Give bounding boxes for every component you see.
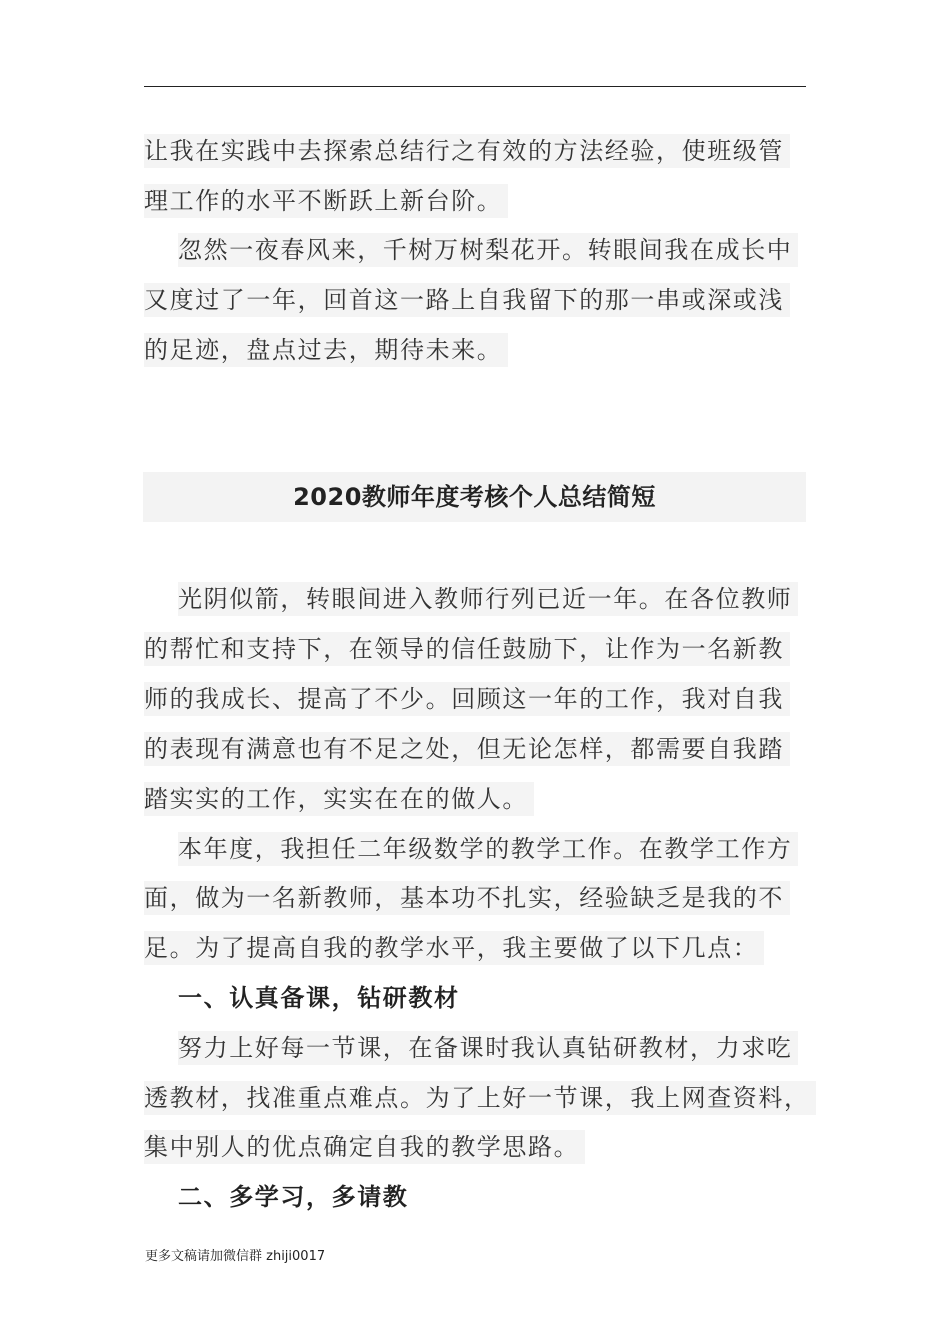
intro-line: 又度过了一年，回首这一路上自我留下的那一串或深或浅: [144, 283, 790, 317]
document-title: 2020教师年度考核个人总结简短: [293, 483, 656, 511]
paragraph-line: 面，做为一名新教师，基本功不扎实，经验缺乏是我的不: [144, 881, 790, 915]
intro-line: 让我在实践中去探索总结行之有效的方法经验，使班级管: [144, 134, 790, 168]
paragraph-line: 透教材，找准重点难点。为了上好一节课，我上网查资料，: [144, 1081, 816, 1115]
paragraph-line: 光阴似箭，转眼间进入教师行列已近一年。在各位教师: [178, 582, 798, 616]
section-heading: 二、多学习，多请教: [178, 1183, 409, 1211]
paragraph-line: 的表现有满意也有不足之处，但无论怎样，都需要自我踏: [144, 732, 790, 766]
paragraph-line: 足。为了提高自我的教学水平，我主要做了以下几点：: [144, 931, 764, 965]
intro-line: 忽然一夜春风来，千树万树梨花开。转眼间我在成长中: [178, 233, 798, 267]
intro-line: 的足迹，盘点过去，期待未来。: [144, 333, 508, 367]
paragraph-line: 踏实实的工作，实实在在的做人。: [144, 782, 534, 816]
paragraph-line: 努力上好每一节课，在备课时我认真钻研教材，力求吃: [178, 1031, 798, 1065]
paragraph-line: 的帮忙和支持下，在领导的信任鼓励下，让作为一名新教: [144, 632, 790, 666]
paragraph-line: 本年度，我担任二年级数学的教学工作。在教学工作方: [178, 832, 798, 866]
paragraph-line: 师的我成长、提高了不少。回顾这一年的工作，我对自我: [144, 682, 790, 716]
footer-note: 更多文稿请加微信群 zhiji0017: [145, 1249, 326, 1264]
intro-line: 理工作的水平不断跃上新台阶。: [144, 184, 508, 218]
section-heading: 一、认真备课，钻研教材: [178, 984, 460, 1012]
header-rule: [144, 86, 806, 87]
paragraph-line: 集中别人的优点确定自我的教学思路。: [144, 1130, 585, 1164]
